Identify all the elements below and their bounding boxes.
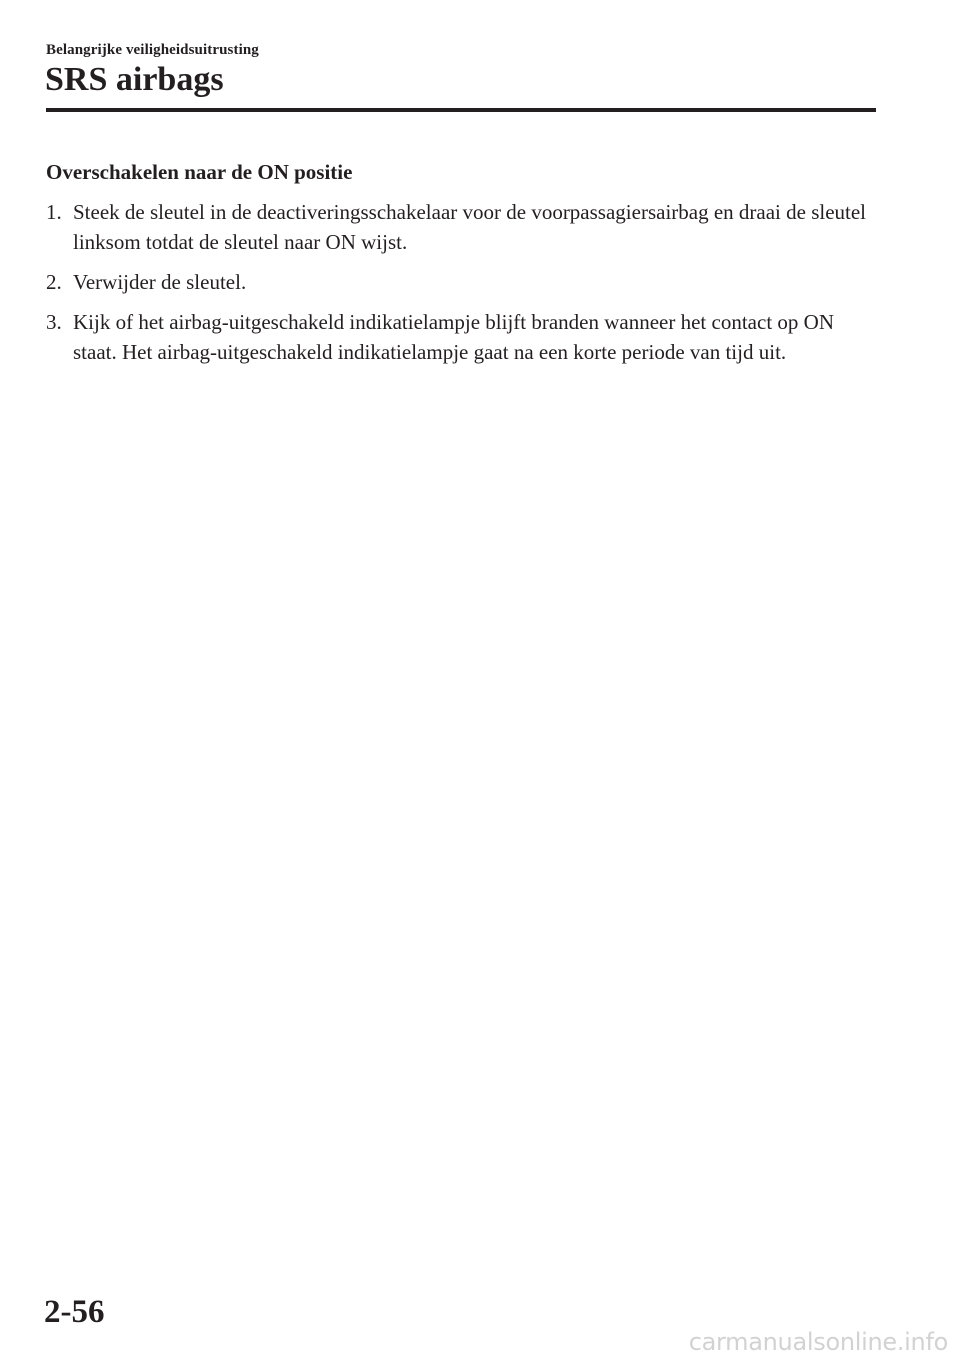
step-text: Verwijder de sleutel. [73,270,247,294]
step-text: Kijk of het airbag-uitgeschakeld indikatielampje blijft branden wanneer het contact op ON staat. Het airbag-uitgeschakeld indikatielampje gaat na een korte periode van tijd uit. [73,310,834,364]
section-label: Belangrijke veiligheidsuitrusting [46,42,259,58]
steps-list [46,197,876,377]
step-item [46,267,876,297]
step-item [46,197,876,257]
subheading: Overschakelen naar de ON positie [46,160,353,184]
step-number: 1. [46,200,62,224]
page-number: 2-56 [44,1294,105,1330]
watermark: carmanualsonline.info [688,1328,948,1356]
step-number: 3. [46,310,62,334]
title-divider [46,108,876,112]
step-number: 2. [46,270,62,294]
step-item [46,307,876,367]
page-title: SRS airbags [45,61,224,98]
step-text: Steek de sleutel in de deactiveringsschakelaar voor de voorpassagiersairbag en draai de sleutel linksom totdat de sleutel naar ON wijst. [73,200,867,254]
